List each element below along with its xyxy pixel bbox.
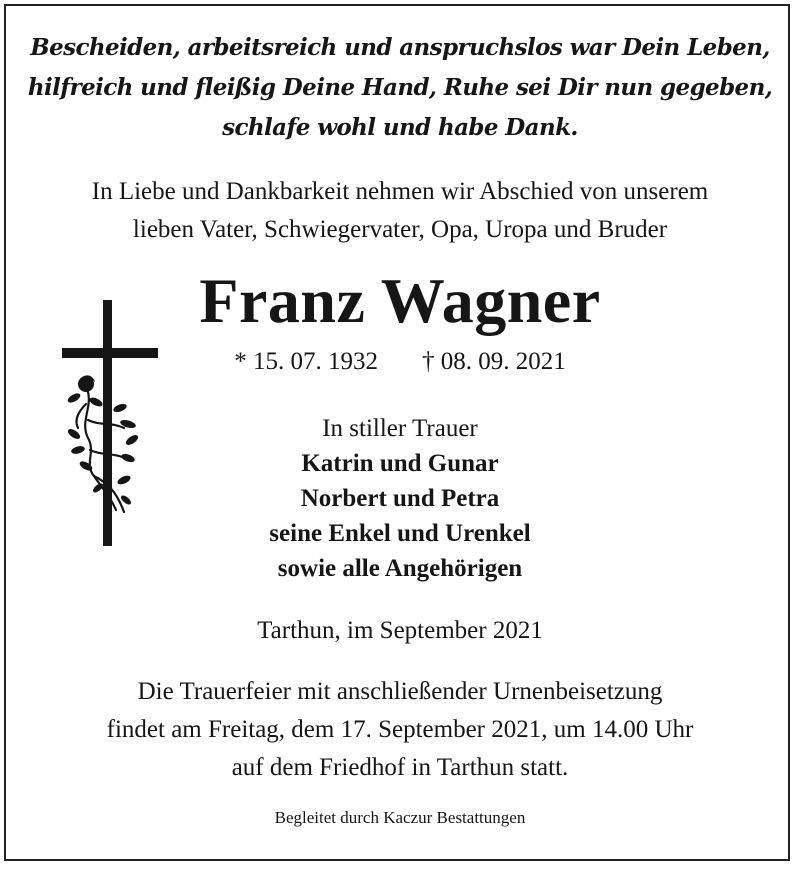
intro-line: In Liebe und Dankbarkeit nehmen wir Abschied von unserem [91,178,709,205]
birth-date: * 15. 07. 1932 [234,348,378,375]
mourners-heading: In stiller Trauer [322,415,478,442]
verse-line: schlafe wohl und habe Dank. [222,114,578,141]
intro-line: lieben Vater, Schwiegervater, Opa, Uropa und Bruder [132,216,668,243]
memorial-verse [0,28,800,148]
deceased-name: Franz Wagner [199,265,601,336]
mourner-name: Norbert und Petra [300,485,500,512]
farewell-intro [0,173,800,249]
undertaker-credit: Begleitet durch Kaczur Bestattungen [274,808,526,827]
place-date: Tarthun, im September 2021 [257,617,543,644]
verse-line: Bescheiden, arbeitsreich und anspruchslos war Dein Leben, [30,34,770,61]
notice-line: auf dem Friedhof in Tarthun statt. [231,754,569,781]
funeral-notice [0,673,800,787]
notice-line: Die Trauerfeier mit anschließender Urnenbeisetzung [137,678,663,705]
verse-line: hilfreich und fleißig Deine Hand, Ruhe sei Dir nun gegeben, [27,74,773,101]
notice-line: findet am Freitag, dem 17. September 2021, um 14.00 Uhr [106,716,694,743]
mourner-name: seine Enkel und Urenkel [269,520,531,547]
death-date: † 08. 09. 2021 [422,348,566,375]
mourner-name: sowie alle Angehörigen [277,555,523,582]
mourner-name: Katrin und Gunar [301,450,499,477]
mourners-block [0,411,800,586]
